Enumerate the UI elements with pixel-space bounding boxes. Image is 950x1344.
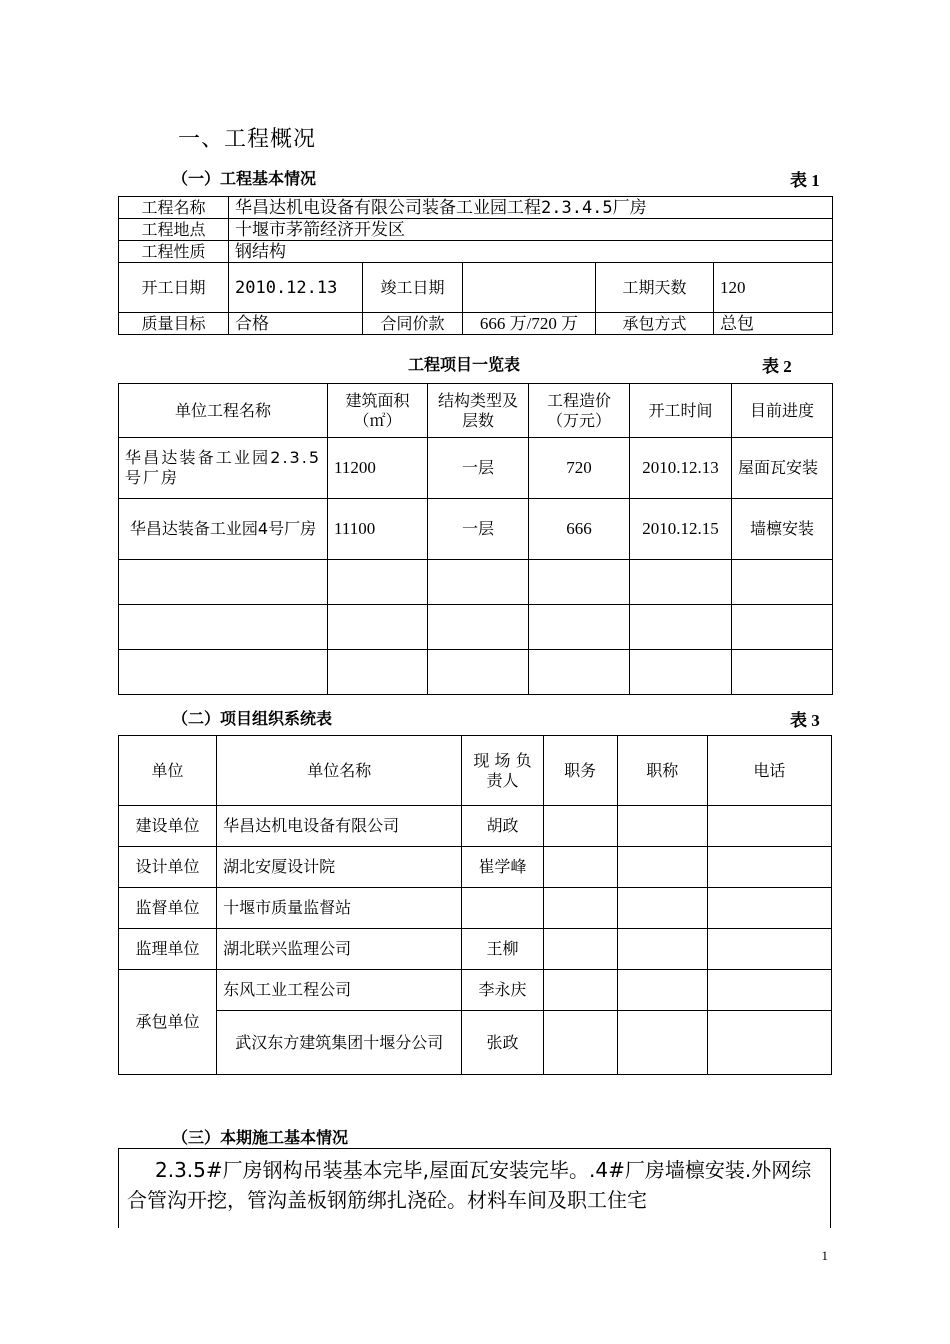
structure: 一层 [428,499,529,560]
header-cost: 工程造价（万元） [529,384,630,438]
unit-name: 东风工业工程公司 [217,970,462,1011]
section-1-title: （一）工程基本情况 [172,169,317,188]
header-phone: 电话 [707,736,831,806]
site-manager: 王柳 [462,929,543,970]
site-value: 十堰市茅箭经济开发区 [229,219,833,241]
site-manager: 崔学峰 [462,847,543,888]
start-date-value: 2010.12.13 [229,263,363,313]
area: 11200 [328,438,428,499]
header-progress: 目前进度 [732,384,833,438]
start-time: 2010.12.15 [630,499,732,560]
area: 11100 [328,499,428,560]
unit-name: 湖北联兴监理公司 [217,929,462,970]
table-row [119,499,833,560]
table-row [119,970,832,1011]
contract-value: 总包 [714,313,833,335]
section-2-title: 工程项目一览表 [408,355,521,374]
construction-summary: 2.3.5#厂房钢构吊装基本完毕,屋面瓦安装完毕。.4#厂房墙檩安装.外网综合管沟开挖，管沟盖板钢筋绑扎浇砼。材料车间及职工住宅 [118,1148,831,1228]
start-time: 2010.12.13 [630,438,732,499]
cost: 720 [529,438,630,499]
table-row [119,806,832,847]
header-unit: 单位 [119,736,217,806]
table-row-empty [119,650,833,695]
table-row-empty [119,605,833,650]
table-3-label: 表 3 [790,711,820,730]
header-site-manager: 现 场 负责人 [462,736,543,806]
table-row [119,1011,832,1075]
contract-label: 承包方式 [596,313,714,335]
price-value: 666 万/720 万 [463,313,596,335]
table-1-label: 表 1 [790,171,820,190]
price-label: 合同价款 [363,313,463,335]
type-label: 工程性质 [119,241,229,263]
unit-type: 监督单位 [119,888,217,929]
unit-type: 设计单位 [119,847,217,888]
header-title: 职称 [617,736,707,806]
section-4-title: （三）本期施工基本情况 [172,1128,349,1147]
section-3-title: （二）项目组织系统表 [172,709,333,728]
progress: 屋面瓦安装 [732,438,833,499]
duration-value: 120 [714,263,833,313]
duration-label: 工期天数 [596,263,714,313]
table-2-label: 表 2 [762,357,792,376]
page-number: 1 [821,1248,828,1263]
header-unit-name: 单位名称 [217,736,462,806]
header-area: 建筑面积（㎡） [328,384,428,438]
type-value: 钢结构 [229,241,833,263]
project-list-table [118,383,833,695]
quality-label: 质量目标 [119,313,229,335]
unit-name: 十堰市质量监督站 [217,888,462,929]
project-name-value: 华昌达机电设备有限公司装备工业园工程2.3.4.5厂房 [229,197,833,219]
site-label: 工程地点 [119,219,229,241]
unit-name: 华昌达装备工业园2.3.5号厂房 [119,438,328,499]
table-row [119,847,832,888]
table-row [119,438,833,499]
end-date-value [463,263,596,313]
end-date-label: 竣工日期 [363,263,463,313]
unit-name: 华昌达装备工业园4号厂房 [119,499,328,560]
unit-type: 建设单位 [119,806,217,847]
progress: 墙檩安装 [732,499,833,560]
start-date-label: 开工日期 [119,263,229,313]
table-row [119,929,832,970]
unit-name: 华昌达机电设备有限公司 [217,806,462,847]
header-unit-name: 单位工程名称 [119,384,328,438]
table-row-empty [119,560,833,605]
contractor-label: 承包单位 [119,970,217,1075]
table-row [119,888,832,929]
header-start-time: 开工时间 [630,384,732,438]
page-title: 一、工程概况 [178,127,317,152]
header-structure: 结构类型及层数 [428,384,529,438]
structure: 一层 [428,438,529,499]
unit-name: 湖北安厦设计院 [217,847,462,888]
site-manager: 张政 [462,1011,543,1075]
site-manager: 胡政 [462,806,543,847]
site-manager: 李永庆 [462,970,543,1011]
basic-info-table [118,196,833,335]
organization-table [118,735,832,1075]
header-position: 职务 [543,736,617,806]
quality-value: 合格 [229,313,363,335]
cost: 666 [529,499,630,560]
project-name-label: 工程名称 [119,197,229,219]
site-manager [462,888,543,929]
unit-type: 监理单位 [119,929,217,970]
unit-name: 武汉东方建筑集团十堰分公司 [217,1011,462,1075]
